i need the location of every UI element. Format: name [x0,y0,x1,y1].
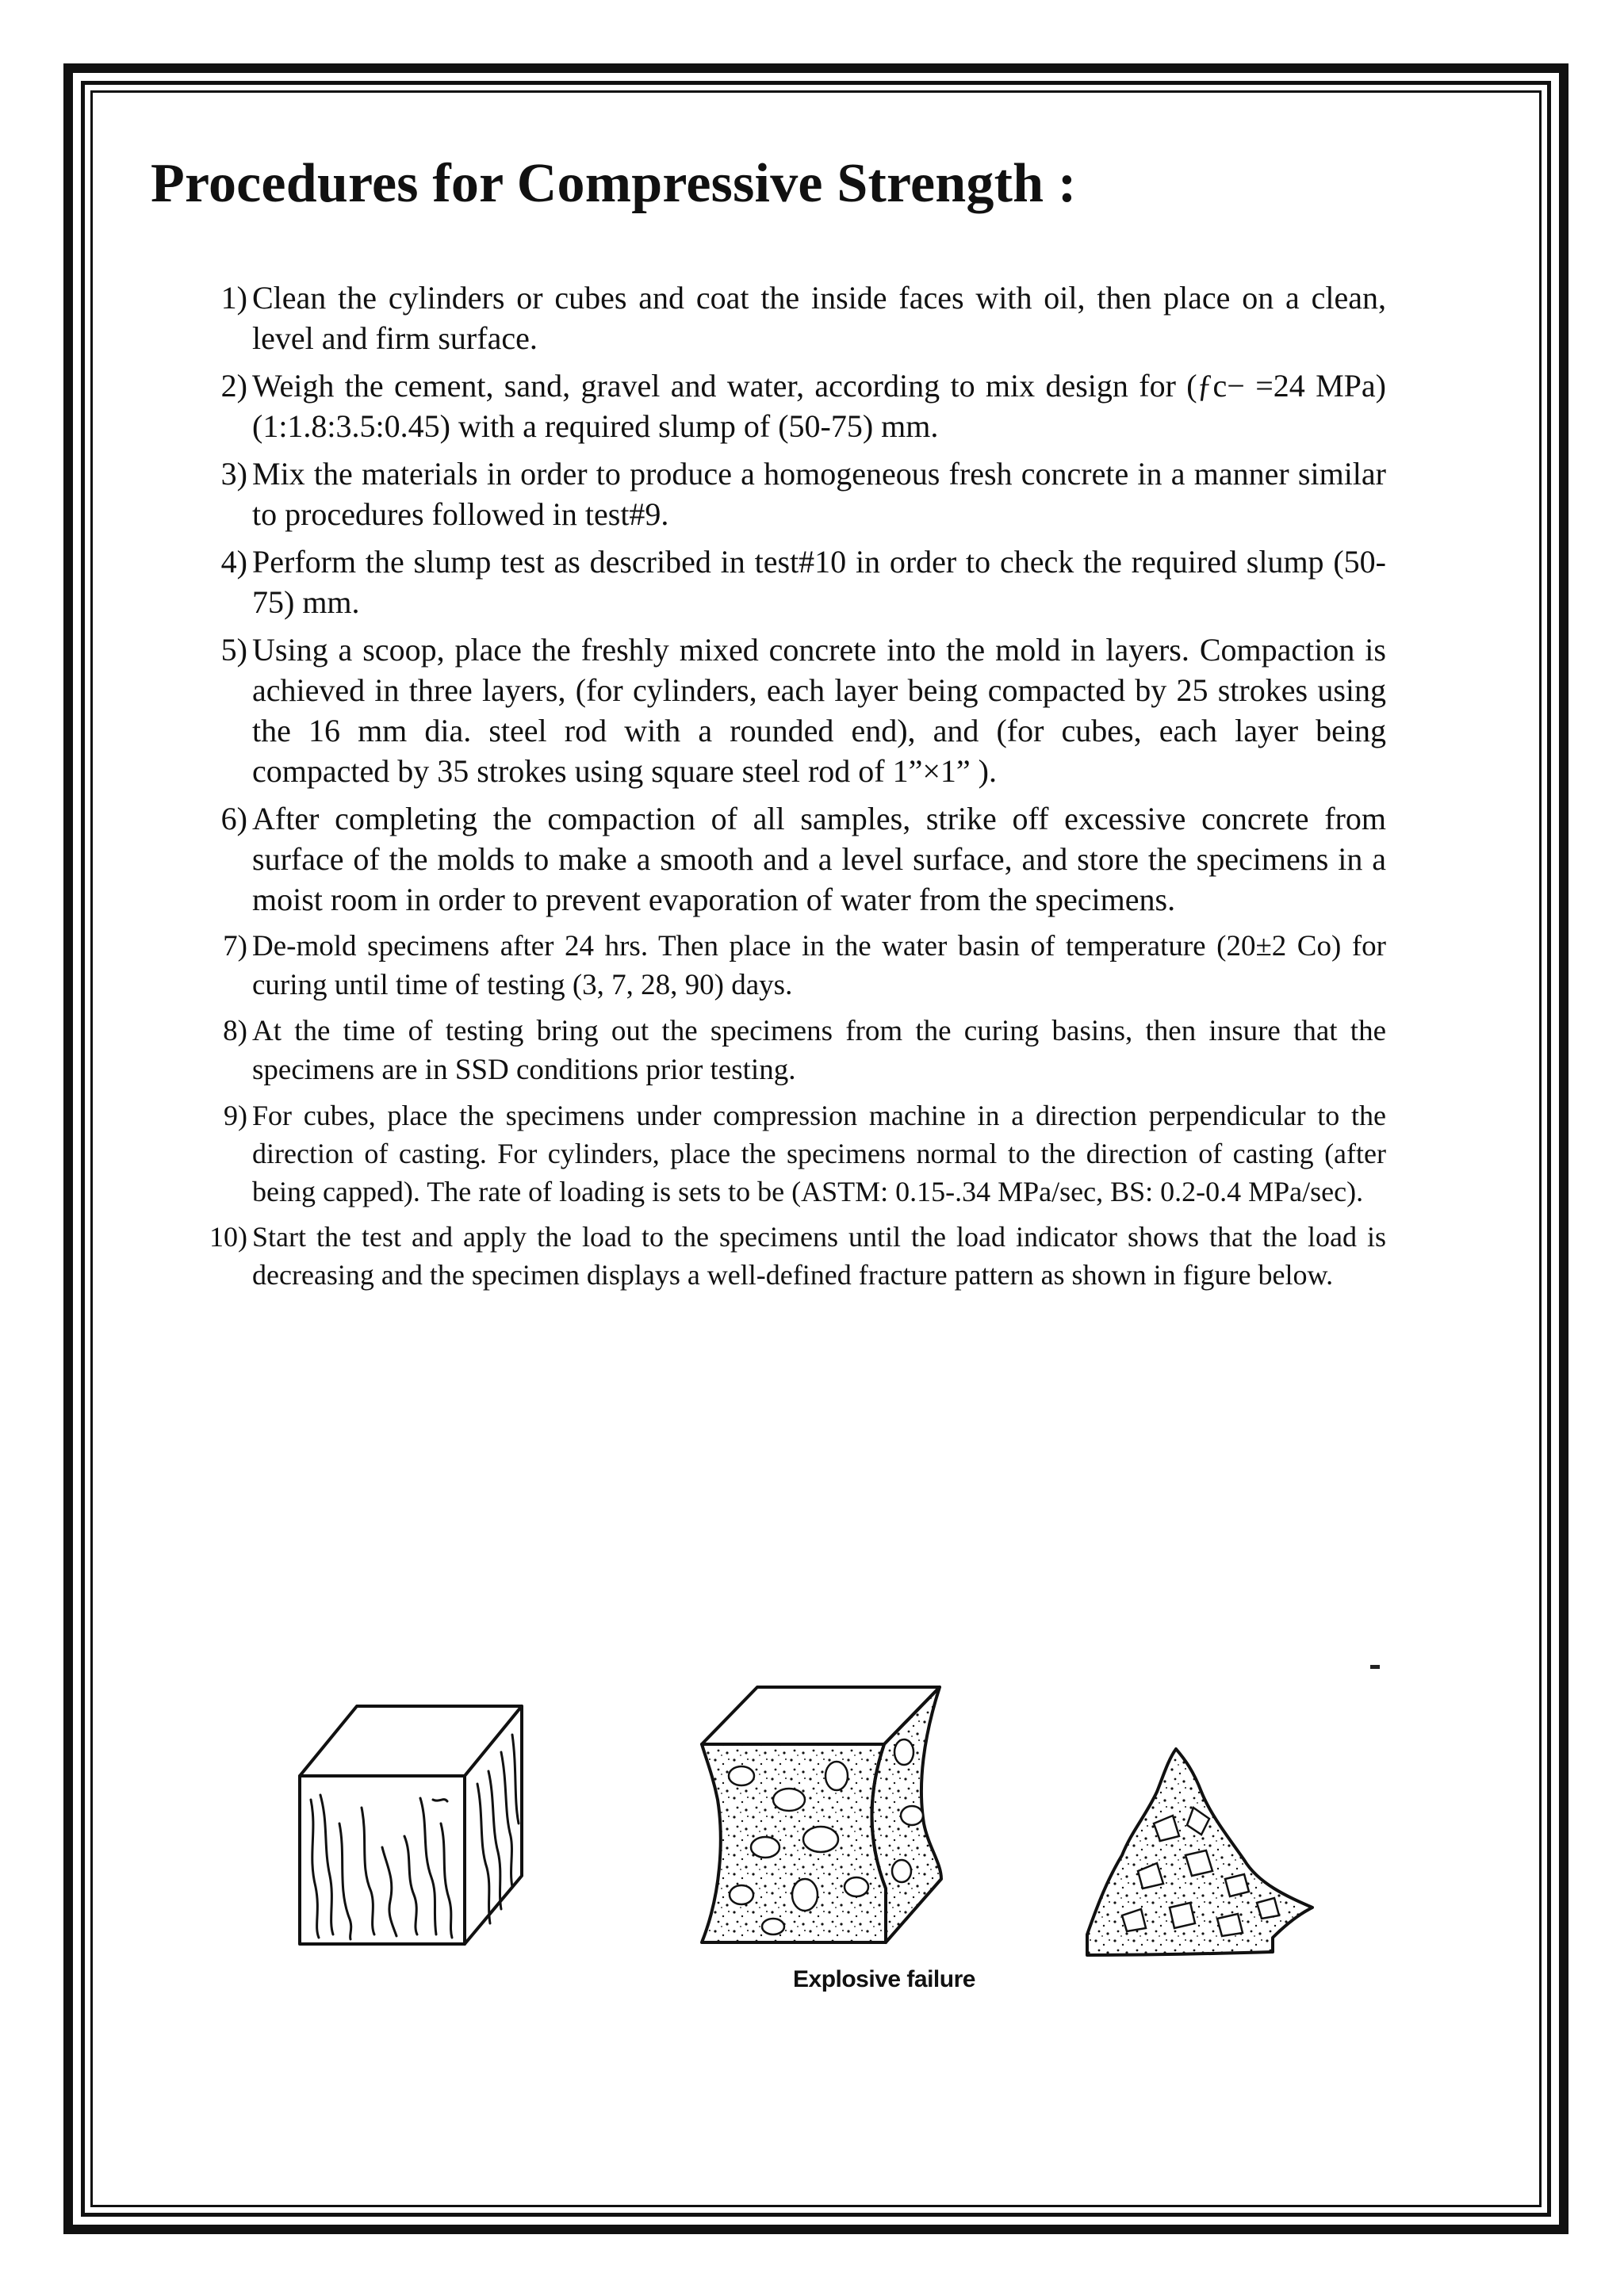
procedure-step [184,365,1386,446]
stray-mark [1370,1665,1380,1669]
step-text: Start the test and apply the load to the specimens until the load indicator shows that the load is decreasing and the specimen displays a well-defined fracture pattern as shown in figure below. [252,1221,1386,1291]
step-number: 6) [220,801,247,836]
procedure-step [184,1012,1386,1089]
cube-explosive-failure-icon [1074,1728,1360,1966]
step-text: Perform the slump test as described in test#10 in order to check the required slump (50-75) mm. [252,544,1386,620]
procedure-step [184,1096,1386,1211]
procedure-step [162,1218,1386,1294]
procedure-step [184,629,1386,791]
figure-caption: Explosive failure [793,1966,975,1992]
step-text: De-mold specimens after 24 hrs. Then place in the water basin of temperature (20±2 Co) for curing until time of testing (3, 7, 28, 90) days. [252,930,1386,1001]
step-number: 3) [220,456,247,492]
page-title: Procedures for Compressive Strength : [151,153,1077,214]
step-text: After completing the compaction of all samples, strike off excessive concrete from surface of the molds to make a smooth and a level surface, and store the specimens in a moist room in order to prevent evaporation of water from the specimens. [252,801,1386,917]
step-text: Using a scoop, place the freshly mixed concrete into the mold in layers. Compaction is achieved in three layers, (for cylinders, each layer being compacted by 25 strokes using the 16 mm dia. steel rod with a rounded end), and (for cubes, each layer being compacted by 35 strokes using square steel rod of 1”×1” ). [252,632,1386,789]
cube-vertical-cracks-icon [293,1697,531,1950]
procedure-step [184,277,1386,358]
procedure-step [184,453,1386,534]
procedure-step [184,798,1386,920]
step-text: For cubes, place the specimens under compression machine in a direction perpendicular to the direction of casting. For cylinders, place the specimens normal to the direction of casting (after being capped). The rate of loading is sets to be (ASTM: 0.15-.34 MPa/sec, BS: 0.2-0.4 MPa/sec). [252,1100,1386,1207]
step-text: At the time of testing bring out the specimens from the curing basins, then insure that the specimens are in SSD conditions prior testing. [252,1015,1386,1086]
step-text: Clean the cylinders or cubes and coat the inside faces with oil, then place on a clean, level and firm surface. [252,280,1386,356]
step-number: 2) [220,368,247,404]
step-number: 5) [220,632,247,668]
step-number: 7) [223,930,247,962]
step-number: 8) [223,1015,247,1047]
step-number: 9) [224,1100,247,1131]
step-text: Weigh the cement, sand, gravel and water, according to mix design for (ƒc− =24 MPa) (1:1.8:3.5:0.45) with a required slump of (50-75) mm. [252,368,1386,444]
step-number: 10) [209,1221,247,1253]
step-number: 1) [220,280,247,316]
cube-hourglass-fracture-icon [694,1681,948,1950]
procedure-steps-list [184,277,1386,1301]
procedure-step [184,541,1386,622]
procedure-step [184,927,1386,1004]
step-number: 4) [220,544,247,580]
step-text: Mix the materials in order to produce a homogeneous fresh concrete in a manner similar to procedures followed in test#9. [252,456,1386,532]
